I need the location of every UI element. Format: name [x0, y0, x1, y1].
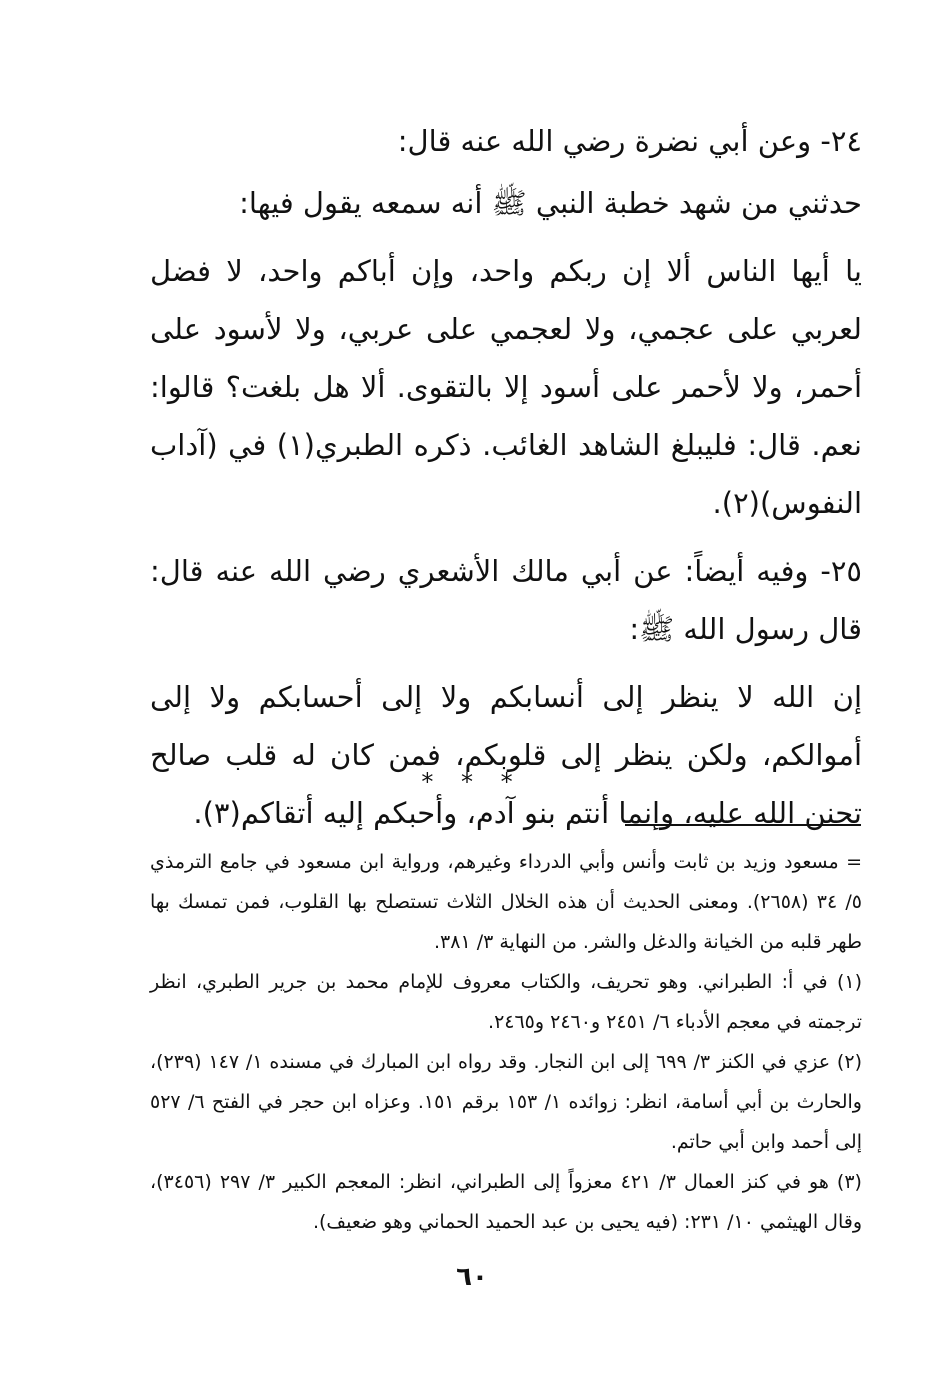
footnote-continuation: = مسعود وزيد بن ثابت وأنس وأبي الدرداء وغيرهم، ورواية ابن مسعود في جامع الترمذي ٥/ ٣٤ (٢٦٥٨). ومعنى الحديث أن هذه الخلال الثلاث تستصلح بها القلوب، فمن تمسك بها طهر قلبه من الخيانة والدغل والشر. من النهاية ٣/ ٣٨١. — [150, 851, 863, 953]
footnote-rule — [625, 824, 861, 826]
footnotes — [150, 842, 862, 1242]
main-text — [150, 112, 862, 842]
section-separator: * * * — [421, 768, 523, 796]
hadith-25-text: إن الله لا ينظر إلى أنسابكم ولا إلى أحسابكم ولا إلى أموالكم، ولكن ينظر إلى قلوبكم، فمن كان له قلب صالح تحنن الله عليه، وإنما أنتم بنو آدم، وأحبكم إليه أتقاكم(٣). — [150, 680, 862, 830]
footnote-1: (١) في أ: الطبراني. وهو تحريف، والكتاب معروف للإمام محمد بن جرير الطبري، انظر ترجمته في معجم الأدباء ٦/ ٢٤٥١ و٢٤٦٠ و٢٤٦٥. — [150, 971, 862, 1033]
hadith-24-heading: ٢٤- وعن أبي نضرة رضي الله عنه قال: — [397, 124, 862, 158]
hadith-25-heading: ٢٥- وفيه أيضاً: عن أبي مالك الأشعري رضي الله عنه قال: قال رسول الله ﷺ: — [150, 554, 862, 646]
page-number: ٦٠ — [456, 1262, 488, 1292]
hadith-24-intro: حدثني من شهد خطبة النبي ﷺ أنه سمعه يقول فيها: — [239, 186, 862, 220]
hadith-24-text: يا أيها الناس ألا إن ربكم واحد، وإن أباكم واحد، لا فضل لعربي على عجمي، ولا لعجمي على عربي، ولا لأسود على أحمر، ولا لأحمر على أسود إلا بالتقوى. ألا هل بلغت؟ قالوا: نعم. قال: فليبلغ الشاهد الغائب. ذكره الطبري(١) في (آداب النفوس)(٢). — [150, 254, 862, 520]
footnote-3: (٣) هو في كنز العمال ٣/ ٤٢١ معزواً إلى الطبراني، انظر: المعجم الكبير ٣/ ٢٩٧ (٣٤٥٦)، وقال الهيثمي ١٠/ ٢٣١: (فيه يحيى بن عبد الحميد الحماني وهو ضعيف). — [150, 1171, 862, 1233]
footnote-2: (٢) عزي في الكنز ٣/ ٦٩٩ إلى ابن النجار. وقد رواه ابن المبارك في مسنده ١/ ١٤٧ (٢٣٩)، والحارث بن أبي أسامة، انظر: زوائده ١/ ١٥٣ برقم ١٥١. وعزاه ابن حجر في الفتح ٦/ ٥٢٧ إلى أحمد وابن أبي حاتم. — [150, 1051, 862, 1153]
